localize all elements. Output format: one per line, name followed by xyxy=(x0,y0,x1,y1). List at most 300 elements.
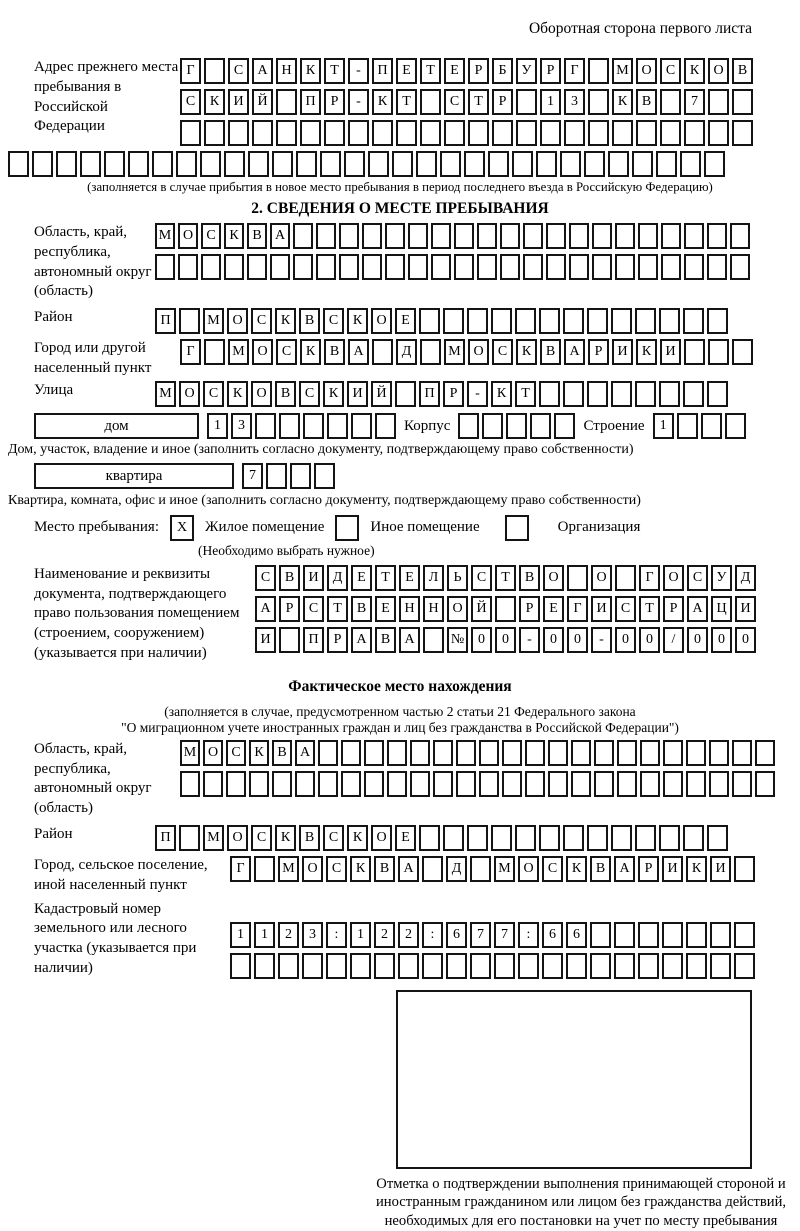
char-cell xyxy=(491,308,512,334)
char-cell: С xyxy=(276,339,297,365)
char-cell: - xyxy=(519,627,540,653)
actual-city-label: Город, сельское поселение, иной населенный пункт xyxy=(34,856,208,893)
prev-address-block xyxy=(8,58,792,151)
char-cell: 6 xyxy=(542,922,563,948)
city-label: Город или другой населенный пункт xyxy=(34,340,152,376)
char-cell xyxy=(708,339,729,365)
char-cell xyxy=(431,223,451,249)
char-cell: К xyxy=(275,825,296,851)
char-cell: С xyxy=(251,825,272,851)
char-cell xyxy=(468,120,489,146)
char-cell: М xyxy=(203,825,224,851)
char-cell: В xyxy=(247,223,267,249)
prev-address-note: (заполняется в случае прибытия в новое место пребывания в период последнего въезда в Российскую Федерацию) xyxy=(87,180,713,194)
char-cell xyxy=(632,151,653,177)
char-cell: О xyxy=(663,565,684,591)
char-cell xyxy=(410,740,430,766)
char-cell xyxy=(279,413,300,439)
char-cell xyxy=(433,771,453,797)
char-cell: П xyxy=(419,381,440,407)
char-cell xyxy=(611,381,632,407)
char-cell: С xyxy=(660,58,681,84)
char-cell: У xyxy=(516,58,537,84)
char-cell: 1 xyxy=(254,922,275,948)
char-cell: К xyxy=(347,825,368,851)
char-cell xyxy=(611,308,632,334)
char-cell xyxy=(351,413,372,439)
stay-option-organization-label: Организация xyxy=(557,519,641,536)
char-cell: Ц xyxy=(711,596,732,622)
char-cell: Т xyxy=(396,89,417,115)
char-cell: В xyxy=(375,627,396,653)
char-cell xyxy=(320,151,341,177)
char-cell: В xyxy=(590,856,611,882)
char-cell: В xyxy=(299,308,320,334)
char-cell: - xyxy=(348,58,369,84)
char-cell: Р xyxy=(279,596,300,622)
char-cell: Е xyxy=(395,308,416,334)
char-cell xyxy=(506,413,527,439)
char-cell xyxy=(680,151,701,177)
char-cell xyxy=(230,953,251,979)
char-cell xyxy=(683,381,704,407)
char-cell xyxy=(548,740,568,766)
char-cell: И xyxy=(228,89,249,115)
char-cell xyxy=(316,254,336,280)
actual-location-note-1: (заполняется в случае, предусмотренном частью 2 статьи 21 Федерального закона xyxy=(164,703,636,719)
char-cell xyxy=(56,151,77,177)
char-cell: Т xyxy=(375,565,396,591)
char-cell: Е xyxy=(444,58,465,84)
char-cell: Г xyxy=(639,565,660,591)
char-cell: 0 xyxy=(543,627,564,653)
char-cell xyxy=(684,223,704,249)
char-cell xyxy=(684,254,704,280)
char-cell xyxy=(563,381,584,407)
char-cell: К xyxy=(275,308,296,334)
char-cell: : xyxy=(422,922,443,948)
char-cell: И xyxy=(303,565,324,591)
char-cell xyxy=(300,120,321,146)
char-cell xyxy=(176,151,197,177)
char-cell: У xyxy=(711,565,732,591)
apartment-block xyxy=(34,463,792,489)
char-cell xyxy=(707,825,728,851)
char-cell xyxy=(226,771,246,797)
char-cell xyxy=(554,413,575,439)
stay-option-other-checkbox xyxy=(335,515,359,541)
char-cell: 6 xyxy=(566,922,587,948)
char-cell: - xyxy=(591,627,612,653)
char-cell xyxy=(638,922,659,948)
actual-region-row-1 xyxy=(180,740,775,766)
char-cell: Д xyxy=(446,856,467,882)
char-cell xyxy=(180,771,200,797)
char-cell: Р xyxy=(468,58,489,84)
char-cell xyxy=(584,151,605,177)
char-cell xyxy=(419,308,440,334)
char-cell xyxy=(247,254,267,280)
region-row-2 xyxy=(155,254,750,280)
char-cell xyxy=(730,254,750,280)
char-cell: 7 xyxy=(470,922,491,948)
stroenie-label: Строение xyxy=(583,417,645,434)
char-cell: И xyxy=(735,596,756,622)
char-cell xyxy=(512,151,533,177)
char-cell xyxy=(440,151,461,177)
char-cell xyxy=(228,120,249,146)
char-cell: Р xyxy=(443,381,464,407)
char-cell: Д xyxy=(327,565,348,591)
char-cell xyxy=(464,151,485,177)
char-cell: Т xyxy=(495,565,516,591)
char-cell xyxy=(663,771,683,797)
char-cell: К xyxy=(204,89,225,115)
char-cell: К xyxy=(300,58,321,84)
char-cell xyxy=(614,953,635,979)
cadastral-block xyxy=(8,900,792,984)
char-cell xyxy=(318,740,338,766)
char-cell: С xyxy=(444,89,465,115)
prev-address-row-3 xyxy=(180,120,753,146)
char-cell: О xyxy=(543,565,564,591)
char-cell xyxy=(385,223,405,249)
char-cell xyxy=(372,339,393,365)
char-cell xyxy=(443,308,464,334)
char-cell xyxy=(502,740,522,766)
char-cell: Т xyxy=(515,381,536,407)
char-cell: 7 xyxy=(242,463,263,489)
char-cell xyxy=(569,223,589,249)
street-block xyxy=(8,381,792,407)
stay-type-note: (Необходимо выбрать нужное) xyxy=(198,542,375,558)
char-cell: О xyxy=(203,740,223,766)
house-box: дом xyxy=(34,413,199,439)
prev-address-row-2 xyxy=(180,89,753,115)
cadastral-row-2 xyxy=(230,953,755,979)
char-cell xyxy=(594,771,614,797)
char-cell: П xyxy=(300,89,321,115)
document-row-2 xyxy=(255,596,756,622)
char-cell: С xyxy=(255,565,276,591)
char-cell: Е xyxy=(543,596,564,622)
char-cell xyxy=(734,922,755,948)
char-cell: С xyxy=(492,339,513,365)
char-cell xyxy=(732,89,753,115)
char-cell: 6 xyxy=(446,922,467,948)
char-cell: О xyxy=(227,825,248,851)
char-cell: Й xyxy=(471,596,492,622)
char-cell: Й xyxy=(371,381,392,407)
char-cell xyxy=(396,120,417,146)
char-cell: : xyxy=(518,922,539,948)
stay-option-residential-checkbox: X xyxy=(170,515,194,541)
actual-region-row-2 xyxy=(180,771,775,797)
char-cell xyxy=(516,120,537,146)
char-cell xyxy=(368,151,389,177)
char-cell xyxy=(494,953,515,979)
char-cell: Р xyxy=(519,596,540,622)
char-cell xyxy=(732,339,753,365)
char-cell: М xyxy=(203,308,224,334)
section2-title: 2. СВЕДЕНИЯ О МЕСТЕ ПРЕБЫВАНИЯ xyxy=(251,200,549,217)
char-cell: О xyxy=(302,856,323,882)
char-cell xyxy=(341,740,361,766)
char-cell: Г xyxy=(567,596,588,622)
char-cell xyxy=(293,223,313,249)
char-cell xyxy=(364,740,384,766)
char-cell xyxy=(710,922,731,948)
char-cell xyxy=(725,413,746,439)
char-cell xyxy=(656,151,677,177)
char-cell xyxy=(662,922,683,948)
char-cell: О xyxy=(636,58,657,84)
char-cell xyxy=(420,339,441,365)
char-cell xyxy=(387,771,407,797)
char-cell xyxy=(266,463,287,489)
char-cell xyxy=(663,740,683,766)
char-cell: К xyxy=(491,381,512,407)
char-cell xyxy=(587,308,608,334)
char-cell xyxy=(640,740,660,766)
char-cell xyxy=(467,825,488,851)
char-cell: К xyxy=(300,339,321,365)
char-cell xyxy=(420,89,441,115)
region-grid xyxy=(155,223,750,285)
char-cell xyxy=(707,381,728,407)
char-cell: Й xyxy=(252,89,273,115)
char-cell xyxy=(732,120,753,146)
char-cell xyxy=(443,825,464,851)
char-cell: Е xyxy=(396,58,417,84)
char-cell: С xyxy=(299,381,320,407)
char-cell: И xyxy=(612,339,633,365)
char-cell xyxy=(272,771,292,797)
char-cell: - xyxy=(467,381,488,407)
char-cell: К xyxy=(636,339,657,365)
char-cell xyxy=(709,771,729,797)
char-cell xyxy=(500,223,520,249)
char-cell xyxy=(701,413,722,439)
char-cell xyxy=(707,308,728,334)
actual-region-grid xyxy=(180,740,775,802)
char-cell: К xyxy=(516,339,537,365)
char-cell xyxy=(536,151,557,177)
char-cell xyxy=(477,223,497,249)
char-cell: Д xyxy=(735,565,756,591)
char-cell: О xyxy=(518,856,539,882)
char-cell: О xyxy=(251,381,272,407)
char-cell xyxy=(587,381,608,407)
char-cell xyxy=(8,151,29,177)
char-cell xyxy=(255,413,276,439)
actual-district-block xyxy=(8,825,792,851)
char-cell: 1 xyxy=(230,922,251,948)
char-cell: М xyxy=(155,381,176,407)
char-cell xyxy=(615,254,635,280)
char-cell: О xyxy=(227,308,248,334)
char-cell: 0 xyxy=(471,627,492,653)
char-cell: Г xyxy=(564,58,585,84)
char-cell: Г xyxy=(180,339,201,365)
char-cell: Б xyxy=(492,58,513,84)
char-cell: О xyxy=(178,223,198,249)
char-cell: С xyxy=(203,381,224,407)
char-cell: М xyxy=(278,856,299,882)
char-cell xyxy=(479,771,499,797)
prev-address-grid xyxy=(180,58,753,151)
char-cell: Т xyxy=(327,596,348,622)
char-cell: И xyxy=(662,856,683,882)
char-cell: Р xyxy=(492,89,513,115)
char-cell xyxy=(279,627,300,653)
char-cell: 0 xyxy=(567,627,588,653)
char-cell: С xyxy=(201,223,221,249)
district-row xyxy=(155,308,728,334)
char-cell xyxy=(344,151,365,177)
char-cell xyxy=(152,151,173,177)
char-cell xyxy=(324,120,345,146)
char-cell: Е xyxy=(351,565,372,591)
char-cell xyxy=(339,254,359,280)
char-cell: И xyxy=(710,856,731,882)
char-cell xyxy=(416,151,437,177)
char-cell xyxy=(661,254,681,280)
char-cell xyxy=(612,120,633,146)
char-cell xyxy=(252,120,273,146)
city-block xyxy=(8,339,792,379)
char-cell: И xyxy=(591,596,612,622)
actual-location-title: Фактическое место нахождения xyxy=(288,677,512,695)
char-cell: Т xyxy=(420,58,441,84)
char-cell: 0 xyxy=(639,627,660,653)
char-cell xyxy=(204,58,225,84)
char-cell: С xyxy=(326,856,347,882)
char-cell xyxy=(590,953,611,979)
char-cell xyxy=(362,223,382,249)
cadastral-grid xyxy=(230,900,755,984)
char-cell xyxy=(488,151,509,177)
street-label: Улица xyxy=(34,381,74,398)
apartment-note: Квартира, комната, офис и иное (заполнить согласно документу, подтверждающему право собственности) xyxy=(8,492,641,508)
char-cell: С xyxy=(323,308,344,334)
char-cell: 0 xyxy=(495,627,516,653)
prev-address-row-4 xyxy=(8,151,792,177)
char-cell: К xyxy=(566,856,587,882)
char-cell: В xyxy=(299,825,320,851)
char-cell xyxy=(594,740,614,766)
char-cell: К xyxy=(227,381,248,407)
char-cell xyxy=(659,308,680,334)
char-cell xyxy=(563,825,584,851)
char-cell xyxy=(350,953,371,979)
char-cell xyxy=(710,953,731,979)
char-cell xyxy=(128,151,149,177)
char-cell xyxy=(408,254,428,280)
char-cell: Ь xyxy=(447,565,468,591)
char-cell: И xyxy=(347,381,368,407)
char-cell xyxy=(662,953,683,979)
char-cell xyxy=(516,89,537,115)
char-cell: С xyxy=(471,565,492,591)
char-cell: Н xyxy=(276,58,297,84)
char-cell xyxy=(477,254,497,280)
char-cell xyxy=(638,223,658,249)
char-cell xyxy=(374,953,395,979)
char-cell xyxy=(515,825,536,851)
char-cell xyxy=(433,740,453,766)
char-cell xyxy=(708,89,729,115)
char-cell: 2 xyxy=(278,922,299,948)
char-cell: В xyxy=(351,596,372,622)
char-cell: В xyxy=(732,58,753,84)
char-cell: 3 xyxy=(302,922,323,948)
char-cell xyxy=(588,89,609,115)
district-label: Район xyxy=(34,309,73,326)
document-grid xyxy=(255,565,756,658)
char-cell xyxy=(546,254,566,280)
char-cell xyxy=(638,254,658,280)
char-cell xyxy=(482,413,503,439)
char-cell xyxy=(615,223,635,249)
char-cell xyxy=(224,254,244,280)
char-cell xyxy=(732,771,752,797)
korpus-cells xyxy=(458,413,575,439)
char-cell xyxy=(467,308,488,334)
char-cell xyxy=(539,381,560,407)
char-cell xyxy=(423,627,444,653)
char-cell xyxy=(470,953,491,979)
char-cell xyxy=(155,254,175,280)
char-cell xyxy=(563,308,584,334)
char-cell: И xyxy=(255,627,276,653)
char-cell xyxy=(348,120,369,146)
char-cell xyxy=(560,151,581,177)
char-cell: Р xyxy=(663,596,684,622)
char-cell xyxy=(686,922,707,948)
char-cell xyxy=(571,771,591,797)
char-cell xyxy=(592,223,612,249)
char-cell xyxy=(539,825,560,851)
char-cell xyxy=(364,771,384,797)
char-cell: С xyxy=(542,856,563,882)
region-row-1 xyxy=(155,223,750,249)
char-cell xyxy=(617,771,637,797)
char-cell xyxy=(569,254,589,280)
char-cell xyxy=(523,223,543,249)
char-cell xyxy=(179,825,200,851)
char-cell xyxy=(614,922,635,948)
char-cell: П xyxy=(303,627,324,653)
char-cell xyxy=(104,151,125,177)
char-cell xyxy=(470,856,491,882)
char-cell xyxy=(341,771,361,797)
cadastral-label: Кадастровый номер земельного или лесного участка (указывается при наличии) xyxy=(34,900,197,976)
char-cell xyxy=(456,740,476,766)
char-cell: В xyxy=(374,856,395,882)
char-cell xyxy=(683,825,704,851)
char-cell: В xyxy=(279,565,300,591)
stay-type-label: Место пребывания: xyxy=(34,519,159,536)
char-cell: О xyxy=(591,565,612,591)
char-cell xyxy=(314,463,335,489)
char-cell: М xyxy=(155,223,175,249)
char-cell: Е xyxy=(399,565,420,591)
char-cell xyxy=(454,254,474,280)
char-cell: М xyxy=(612,58,633,84)
char-cell xyxy=(525,771,545,797)
char-cell xyxy=(318,771,338,797)
